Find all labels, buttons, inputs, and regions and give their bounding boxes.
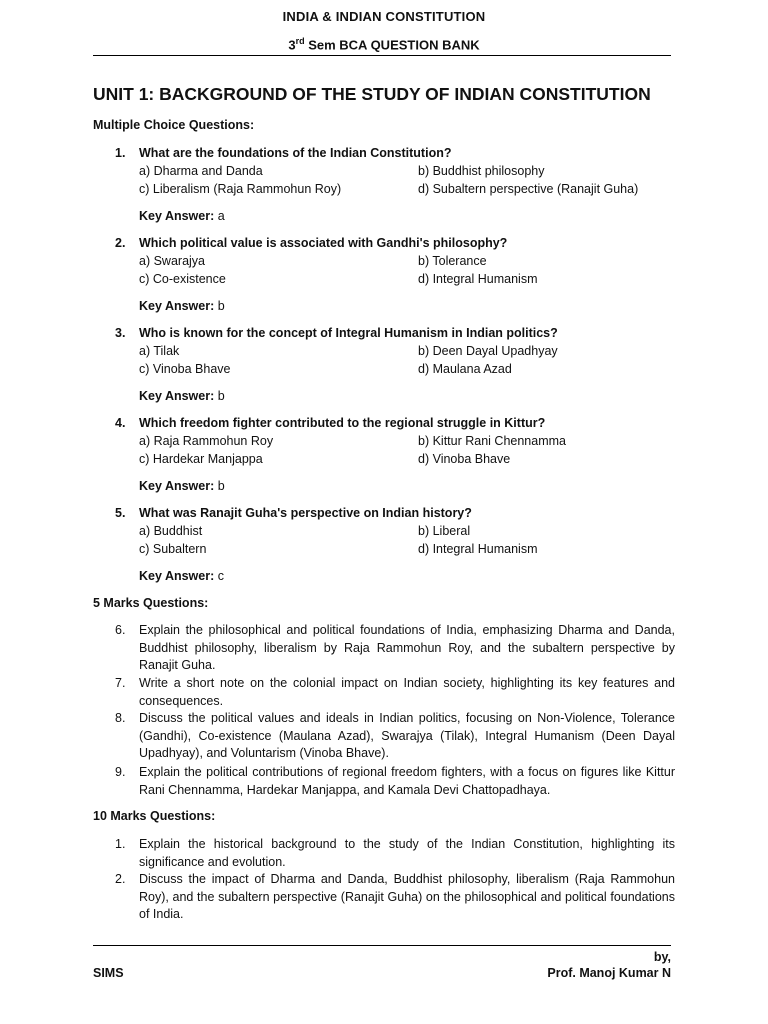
footer-rule (93, 945, 671, 946)
key-answer (139, 568, 224, 586)
question-number: 1. (115, 837, 126, 851)
question-number: 2. (115, 872, 126, 886)
option-b: b) Tolerance (418, 254, 487, 268)
question-text: Explain the philosophical and political foundations of India, emphasizing Dharma and Danda, Buddhist philosophy, liberalism by Raja Rammohun Roy, and the subaltern perspective by Ranajit Guha. (139, 623, 675, 673)
key-answer (139, 208, 225, 226)
footer-author: Prof. Manoj Kumar N (547, 966, 671, 980)
mcq-heading: Multiple Choice Questions: (93, 118, 255, 132)
option-a: a) Tilak (139, 344, 180, 358)
option-a: a) Raja Rammohun Roy (139, 434, 274, 448)
question-number: 2. (115, 236, 126, 250)
question-number: 7. (115, 676, 126, 690)
question-text: Which freedom fighter contributed to the regional struggle in Kittur? (139, 416, 546, 430)
option-b: b) Kittur Rani Chennamma (418, 434, 566, 448)
semester-number: 3 (288, 37, 296, 53)
key-answer-value: b (214, 389, 225, 403)
key-answer-value: a (214, 209, 225, 223)
key-answer-label: Key Answer: (139, 209, 215, 223)
option-d: d) Maulana Azad (418, 362, 512, 376)
question-number: 9. (115, 765, 126, 779)
option-a: a) Dharma and Danda (139, 164, 263, 178)
key-answer-value: c (214, 569, 224, 583)
option-c: c) Co-existence (139, 272, 226, 286)
unit-title: UNIT 1: BACKGROUND OF THE STUDY OF INDIAN CONSTITUTION (93, 84, 651, 104)
key-answer-value: b (214, 299, 225, 313)
question-text: Discuss the political values and ideals in Indian politics, focusing on Non-Violence, Tolerance (Gandhi), Co-existence (Maulana Azad), Swarajya (Tilak), Integral Humanism (Deen Dayal Upadhyay), and Voluntarism (Vinoba Bhave). (139, 711, 675, 761)
question-text: Write a short note on the colonial impact on Indian society, highlighting its key features and consequences. (139, 676, 675, 708)
question-text: Explain the political contributions of regional freedom fighters, with a focus on figures like Kittur Rani Chennamma, Hardekar Manjappa, and Kamala Devi Chattopadhaya. (139, 765, 675, 797)
question-number: 3. (115, 326, 126, 340)
key-answer-label: Key Answer: (139, 389, 215, 403)
option-d: d) Vinoba Bhave (418, 452, 511, 466)
question-number: 5. (115, 506, 126, 520)
semester-ordinal: rd (295, 36, 305, 46)
option-a: a) Swarajya (139, 254, 205, 268)
semester-rest: Sem BCA QUESTION BANK (304, 37, 480, 53)
option-d: d) Integral Humanism (418, 272, 538, 286)
question-number: 1. (115, 146, 126, 160)
footer-institution: SIMS (93, 966, 124, 980)
option-c: c) Hardekar Manjappa (139, 452, 263, 466)
key-answer (139, 478, 225, 496)
option-b: b) Liberal (418, 524, 471, 538)
key-answer (139, 388, 225, 406)
document-title: INDIA & INDIAN CONSTITUTION (282, 9, 486, 24)
option-c: c) Vinoba Bhave (139, 362, 231, 376)
footer-by: by, (653, 950, 671, 964)
question-number: 4. (115, 416, 126, 430)
option-a: a) Buddhist (139, 524, 203, 538)
option-b: b) Buddhist philosophy (418, 164, 545, 178)
document-subtitle (93, 36, 675, 52)
question-number: 8. (115, 711, 126, 725)
option-b: b) Deen Dayal Upadhyay (418, 344, 558, 358)
question-text: What was Ranajit Guha's perspective on Indian history? (139, 506, 472, 520)
question-text: Which political value is associated with Gandhi's philosophy? (139, 236, 508, 250)
question-text: What are the foundations of the Indian Constitution? (139, 146, 452, 160)
ten-marks-heading: 10 Marks Questions: (93, 809, 216, 823)
option-c: c) Liberalism (Raja Rammohun Roy) (139, 182, 342, 196)
five-marks-heading: 5 Marks Questions: (93, 596, 209, 610)
key-answer (139, 298, 225, 316)
option-d: d) Integral Humanism (418, 542, 538, 556)
option-c: c) Subaltern (139, 542, 207, 556)
key-answer-label: Key Answer: (139, 569, 215, 583)
question-number: 6. (115, 623, 126, 637)
option-d: d) Subaltern perspective (Ranajit Guha) (418, 182, 639, 196)
question-text: Discuss the impact of Dharma and Danda, Buddhist philosophy, liberalism (Raja Rammohun Roy), and the subaltern perspective (Ranajit Guha) on the philosophical and political foundations of India. (139, 872, 675, 922)
key-answer-value: b (214, 479, 225, 493)
key-answer-label: Key Answer: (139, 479, 215, 493)
key-answer-label: Key Answer: (139, 299, 215, 313)
header-rule (93, 55, 671, 56)
question-text: Explain the historical background to the study of the Indian Constitution, highlighting its significance and evolution. (139, 837, 675, 869)
question-text: Who is known for the concept of Integral Humanism in Indian politics? (139, 326, 558, 340)
